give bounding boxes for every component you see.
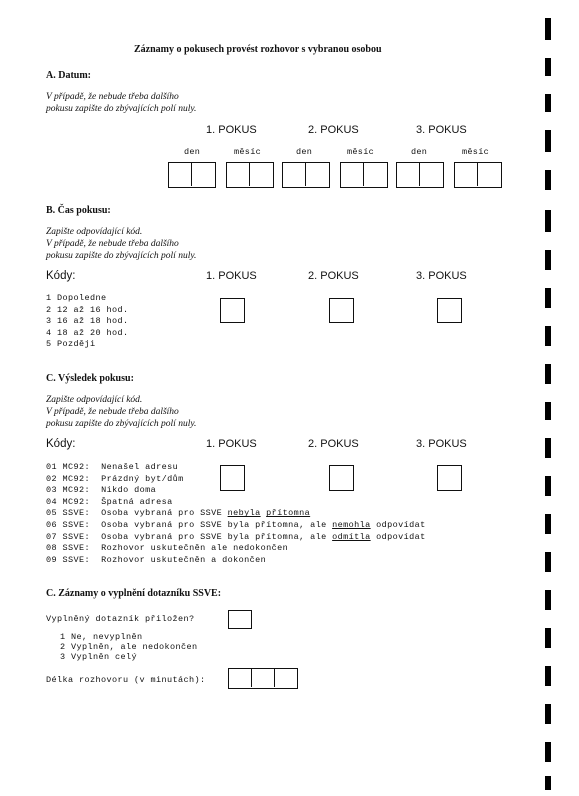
page-title: Záznamy o pokusech provést rozhovor s vybranou osobou bbox=[134, 44, 382, 55]
section-b-pokus-1: 1. POKUS bbox=[206, 270, 257, 282]
list-item: 09 SSVE: Rozhovor uskutečněn a dokončen bbox=[46, 554, 267, 565]
questionnaire-options bbox=[60, 632, 198, 662]
section-c-pokus-1: 1. POKUS bbox=[206, 438, 257, 450]
date-day-field-3[interactable] bbox=[396, 162, 444, 188]
section-c-note: Zapište odpovídající kód. V případě, že nebude třeba dalšího pokusu zapište do zbývajících polí nuly. bbox=[46, 395, 197, 429]
result-code-field-3[interactable] bbox=[437, 465, 462, 491]
date-divider bbox=[191, 162, 192, 186]
day-label-3: den bbox=[411, 147, 428, 157]
list-item: 2 Vyplněn, ale nedokončen bbox=[60, 642, 198, 652]
list-item: 05 SSVE: Osoba vybraná pro SSVE nebyla přítomna bbox=[46, 508, 311, 519]
section-a-pokus-2: 2. POKUS bbox=[308, 124, 359, 136]
list-item: 06 SSVE: Osoba vybraná pro SSVE byla přítomna, ale nemohla odpovídat bbox=[46, 519, 426, 530]
date-divider bbox=[249, 162, 250, 186]
list-item: 07 SSVE: Osoba vybraná pro SSVE byla přítomna, ale odmítla odpovídat bbox=[46, 531, 426, 542]
duration-field[interactable] bbox=[228, 668, 298, 689]
section-c-codes-label: Kódy: bbox=[46, 438, 76, 450]
section-b-codes-label: Kódy: bbox=[46, 270, 76, 282]
day-label-2: den bbox=[296, 147, 313, 157]
date-divider bbox=[419, 162, 420, 186]
questionnaire-question: Vyplněný dotazník přiložen? bbox=[46, 614, 195, 624]
result-code-field-1[interactable] bbox=[220, 465, 245, 491]
date-month-field-1[interactable] bbox=[226, 162, 274, 188]
list-item: 03 MC92: Nikdo doma bbox=[46, 485, 157, 496]
list-item: 1 Dopoledne bbox=[46, 293, 107, 303]
section-a-note: V případě, že nebude třeba dalšího pokusu zapište do zbývajících polí nuly. bbox=[46, 92, 197, 114]
result-code-field-2[interactable] bbox=[329, 465, 354, 491]
list-item: 4 18 až 20 hod. bbox=[46, 327, 129, 338]
list-item: 2 12 až 16 hod. bbox=[46, 304, 129, 315]
section-a-heading: A. Datum: bbox=[46, 70, 91, 81]
date-day-field-1[interactable] bbox=[168, 162, 216, 188]
date-month-field-2[interactable] bbox=[340, 162, 388, 188]
section-c-pokus-3: 3. POKUS bbox=[416, 438, 467, 450]
questionnaire-attached-field[interactable] bbox=[228, 610, 252, 629]
list-item: 3 Vyplněn celý bbox=[60, 652, 138, 662]
list-item: 08 SSVE: Rozhovor uskutečněn ale nedokončen bbox=[46, 543, 289, 554]
date-divider bbox=[305, 162, 306, 186]
section-a-pokus-1: 1. POKUS bbox=[206, 124, 257, 136]
section-b-heading: B. Čas pokusu: bbox=[46, 205, 111, 216]
time-code-field-1[interactable] bbox=[220, 298, 245, 323]
section-b-pokus-2: 2. POKUS bbox=[308, 270, 359, 282]
section-a-pokus-3: 3. POKUS bbox=[416, 124, 467, 136]
time-code-field-3[interactable] bbox=[437, 298, 462, 323]
section-c-heading: C. Výsledek pokusu: bbox=[46, 373, 134, 384]
month-label-3: měsíc bbox=[462, 147, 490, 157]
date-month-field-3[interactable] bbox=[454, 162, 502, 188]
duration-label: Délka rozhovoru (v minutách): bbox=[46, 675, 206, 685]
list-item: 02 MC92: Prázdný byt/dům bbox=[46, 473, 184, 484]
time-code-field-2[interactable] bbox=[329, 298, 354, 323]
section-b-pokus-3: 3. POKUS bbox=[416, 270, 467, 282]
list-item: 1 Ne, nevyplněn bbox=[60, 632, 143, 642]
list-item: 01 MC92: Nenašel adresu bbox=[46, 462, 179, 472]
section-c-pokus-2: 2. POKUS bbox=[308, 438, 359, 450]
section-b-code-list bbox=[46, 293, 129, 351]
duration-divider bbox=[274, 668, 275, 687]
list-item: 3 16 až 18 hod. bbox=[46, 316, 129, 327]
date-divider bbox=[363, 162, 364, 186]
month-label-1: měsíc bbox=[234, 147, 262, 157]
list-item: 5 Později bbox=[46, 339, 96, 350]
section-b-note: Zapište odpovídající kód. V případě, že nebude třeba dalšího pokusu zapište do zbývajících polí nuly. bbox=[46, 227, 197, 261]
date-divider bbox=[477, 162, 478, 186]
date-day-field-2[interactable] bbox=[282, 162, 330, 188]
duration-divider bbox=[251, 668, 252, 687]
month-label-2: měsíc bbox=[347, 147, 375, 157]
section-d-heading: C. Záznamy o vyplnění dotazníku SSVE: bbox=[46, 588, 222, 599]
list-item: 04 MC92: Špatná adresa bbox=[46, 496, 173, 507]
day-label-1: den bbox=[184, 147, 201, 157]
